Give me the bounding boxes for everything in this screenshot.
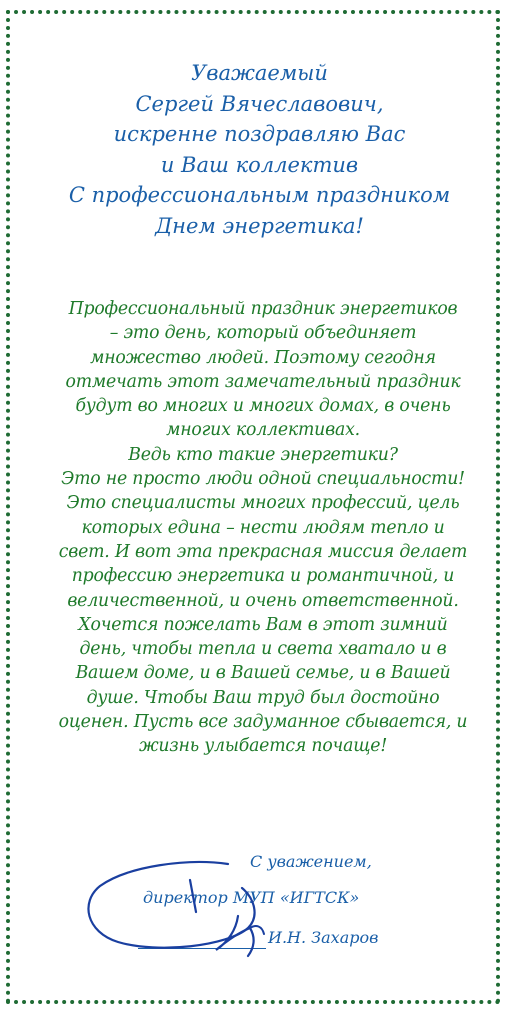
body-line: многих коллективах. — [166, 420, 360, 441]
body-line: – это день, который объединяет — [109, 323, 417, 344]
body-line: Это специалисты многих профессий, цель — [66, 493, 460, 514]
body-line: профессию энергетика и романтичной, и — [71, 566, 455, 587]
body-line: Это не просто люди одной специальности! — [61, 469, 465, 490]
body-line: Ведь кто такие энергетики? — [128, 444, 398, 465]
body-line: свет. И вот эта прекрасная миссия делает — [58, 541, 468, 562]
body-line: будут во многих и многих домах, в очень — [75, 396, 451, 417]
greeting-line: С профессиональным праздником — [68, 183, 451, 207]
signer-name: И.Н. Захаров — [268, 928, 379, 947]
body-line: отмечать этот замечательный праздник — [65, 371, 461, 392]
body-line: оценен. Пусть все задуманное сбывается, и — [58, 712, 468, 733]
congratulation-text — [38, 297, 488, 759]
body-line: Профессиональный праздник энергетиков — [68, 299, 458, 319]
handwritten-signature-icon — [78, 858, 308, 958]
greeting — [0, 58, 519, 241]
greeting-line: Уважаемый — [191, 61, 328, 85]
greeting-line: Сергей Вячеславович, — [135, 91, 384, 116]
body-line: Вашем доме, и в Вашей семье, и в Вашей — [75, 663, 451, 684]
body-line: жизнь улыбается почаще! — [138, 736, 388, 757]
greeting-line: Днем энергетика! — [155, 213, 364, 238]
closing-regards: С уважением, — [250, 852, 372, 871]
body-line: множество людей. Поэтому сегодня — [90, 347, 436, 368]
body-line: день, чтобы тепла и света хватало и в — [79, 639, 447, 660]
body-line: душе. Чтобы Ваш труд был достойно — [86, 687, 440, 708]
greeting-line: и Ваш коллектив — [160, 152, 359, 177]
body-line: Хочется пожелать Вам в этот зимний — [78, 614, 448, 635]
greeting-line: искренне поздравляю Вас — [113, 122, 406, 146]
body-line: величественной, и очень ответственной. — [67, 590, 459, 611]
signer-position: директор МУП «ИГТСК» — [143, 888, 360, 907]
body-line: которых едина – нести людям тепло и — [81, 517, 445, 538]
